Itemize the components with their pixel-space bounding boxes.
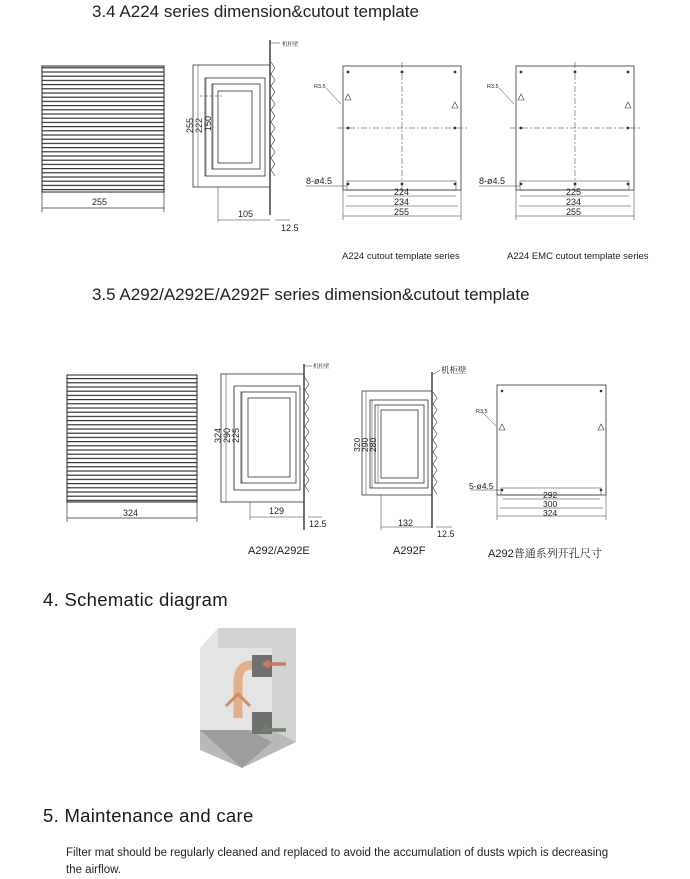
section-3-4-title: 3.4 A224 series dimension&cutout template [92,2,419,21]
caption-a224-emc-cutout: A224 EMC cutout template series [507,251,649,262]
caption-a224-cutout: A224 cutout template series [342,251,460,262]
a224-height-1: 255 [185,117,195,133]
a292-height-1: 324 [213,427,223,443]
a224-emc-cutout-template [479,62,641,220]
caption-a292-cutout: A292普通系列开孔尺寸 [488,548,602,560]
a292-cut-dim-2: 300 [543,499,558,509]
a292-corner-tag: R3.5 [476,409,488,415]
a292-cut-dim-3: 324 [543,508,558,518]
a224-front-view [42,66,164,212]
a292f-height-1: 320 [352,437,362,452]
a292f-depth: 132 [398,518,414,528]
schematic-diagram [200,628,296,768]
section-5-title: 5. Maintenance and care [43,805,254,826]
a224-cut-dim-3: 255 [394,207,410,217]
a224-depth: 105 [238,209,254,219]
a224-emc-dim-3: 255 [566,207,582,217]
a292f-height-3: 280 [368,437,378,452]
a292-depth: 129 [269,506,285,516]
a224-emc-hole-label: 8-ø4.5 [479,176,506,186]
a292-cutout-template [470,385,606,520]
section-3-5-title: 3.5 A292/A292E/A292F series dimension&cutout template [92,285,530,304]
a292-front-width: 324 [123,508,139,518]
a224-wall-label: 机柜壁 [282,42,299,48]
a224-emc-corner-tag: R3.5 [487,84,499,90]
caption-a292-a292e: A292/A292E [248,545,310,557]
a292-cut-dim-1: 292 [543,490,558,500]
caption-a292f: A292F [393,545,426,557]
a224-cutout-template [306,62,468,220]
a224-height-2: 222 [194,117,204,133]
a224-cut-dim-1: 224 [394,187,410,197]
a224-thickness: 12.5 [281,223,299,233]
a292-height-3: 225 [231,427,241,443]
section-4-title: 4. Schematic diagram [43,589,228,610]
a292f-wall-label: 机柜壁 [441,365,467,375]
a292-wall-label: 机柜壁 [313,364,330,370]
a224-front-width: 255 [92,197,108,207]
a224-emc-dim-2: 234 [566,197,582,207]
a292f-thickness: 12.5 [437,529,455,539]
a292-hole-label: 5-ø4.5 [469,481,494,491]
a224-corner-tag: R3.5 [314,84,326,90]
a224-cut-dim-2: 234 [394,197,410,207]
a292f-height-2: 290 [360,437,370,452]
a292-thickness: 12.5 [309,519,327,529]
a224-hole-label: 8-ø4.5 [306,176,333,186]
a292-height-2: 290 [222,427,232,443]
a224-emc-dim-1: 225 [566,187,582,197]
a292-cutout-holes [499,390,604,492]
maintenance-paragraph: Filter mat should be regularly cleaned and replaced to avoid the accumulation of dusts wpich is decreasing the airflow. [66,847,609,876]
a292-front-view [67,375,197,522]
a224-height-3: 150 [203,115,213,131]
